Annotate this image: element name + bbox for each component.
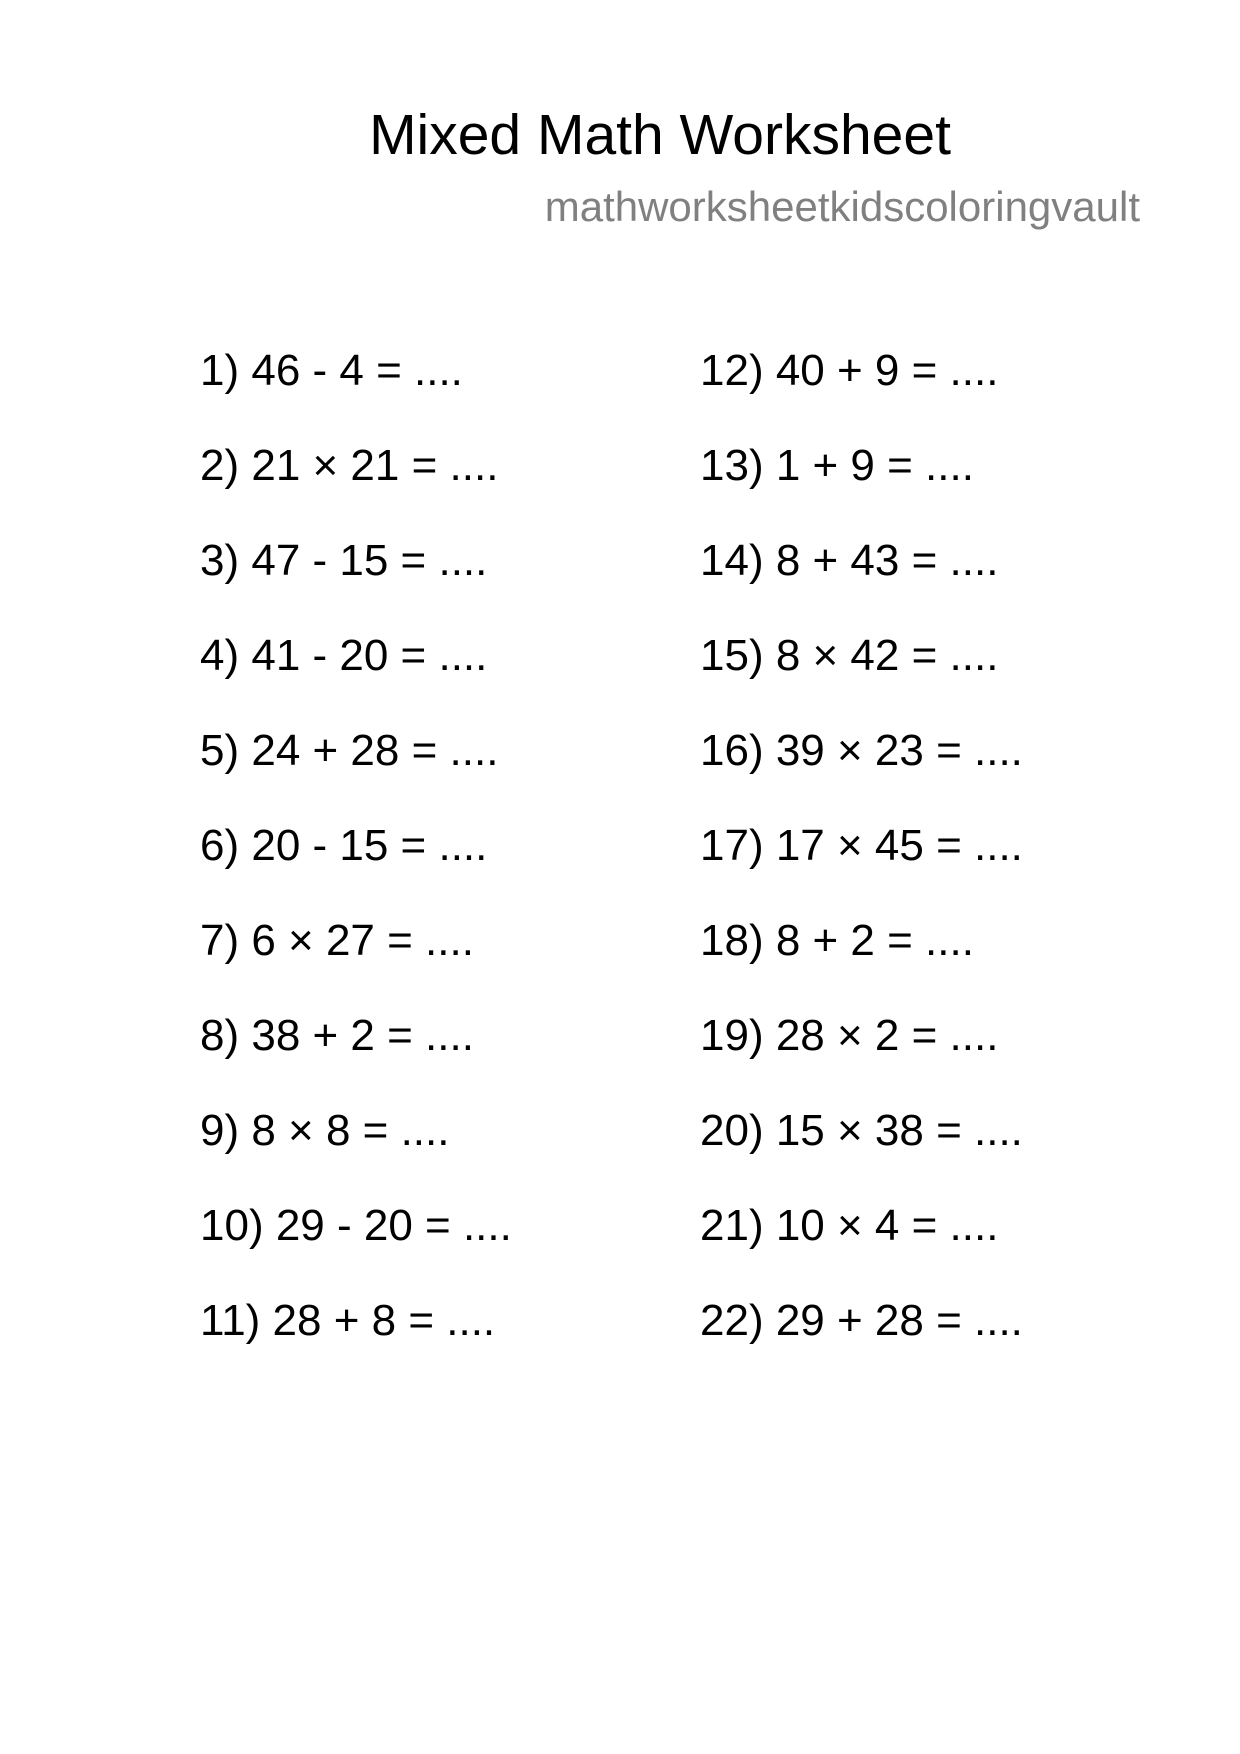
problem-16: 16) 39 × 23 = .... — [700, 726, 1023, 775]
problem-19: 19) 28 × 2 = .... — [700, 1011, 999, 1060]
problem-10: 10) 29 - 20 = .... — [200, 1201, 512, 1250]
problem-4: 4) 41 - 20 = .... — [200, 631, 488, 680]
problem-17: 17) 17 × 45 = .... — [700, 821, 1023, 870]
problem-1: 1) 46 - 4 = .... — [200, 346, 463, 395]
problem-7: 7) 6 × 27 = .... — [200, 916, 474, 965]
problem-15: 15) 8 × 42 = .... — [700, 631, 999, 680]
problem-6: 6) 20 - 15 = .... — [200, 821, 488, 870]
watermark-text: mathworksheetkidscoloringvault — [544, 183, 1140, 230]
problem-13: 13) 1 + 9 = .... — [700, 441, 974, 490]
problem-11: 11) 28 + 8 = .... — [200, 1296, 496, 1345]
problem-22: 22) 29 + 28 = .... — [700, 1296, 1023, 1345]
problem-18: 18) 8 + 2 = .... — [700, 916, 974, 965]
problem-5: 5) 24 + 28 = .... — [200, 726, 499, 775]
problem-21: 21) 10 × 4 = .... — [700, 1201, 999, 1250]
worksheet-title: Mixed Math Worksheet — [369, 103, 951, 167]
problem-9: 9) 8 × 8 = .... — [200, 1106, 450, 1155]
problem-12: 12) 40 + 9 = .... — [700, 346, 999, 395]
problem-2: 2) 21 × 21 = .... — [200, 441, 499, 490]
problem-14: 14) 8 + 43 = .... — [700, 536, 999, 585]
problem-8: 8) 38 + 2 = .... — [200, 1011, 474, 1060]
problem-3: 3) 47 - 15 = .... — [200, 536, 488, 585]
problem-column-right — [700, 345, 1023, 1390]
problem-column-left — [200, 345, 512, 1390]
problem-20: 20) 15 × 38 = .... — [700, 1106, 1023, 1155]
